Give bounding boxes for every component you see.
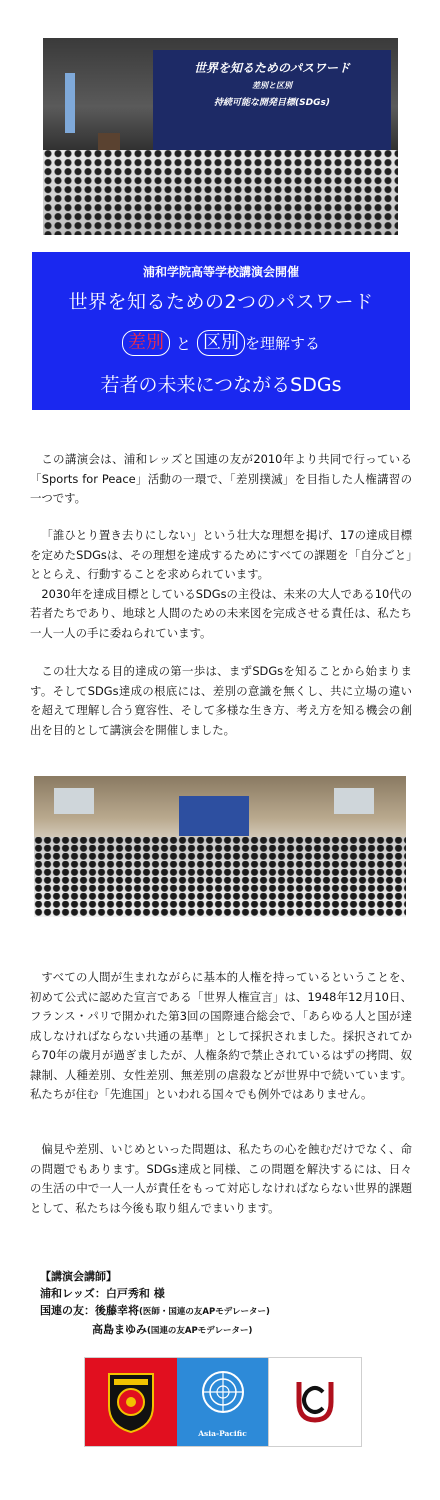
urawa-crest-icon [105, 1370, 157, 1434]
speaker-credits [40, 1268, 270, 1340]
un-emblem-icon [199, 1368, 247, 1416]
un-friends-logo [177, 1358, 269, 1446]
banner-tagline: 若者の未来につながるSDGs [100, 374, 342, 396]
partner-logos [84, 1357, 362, 1447]
banner-passwords [32, 330, 410, 356]
paragraph-sdgs-b: 2030年を達成目標としているSDGsの主役は、未来の大人である10代の若者たちであり、地球と人間のための未来図を完成させる責任は、私たち一人一人の手に委ねられています。 [30, 586, 412, 640]
projection-screen [179, 796, 249, 836]
paragraph-intro: この講演会は、浦和レッズと国連の友が2010年より共同で行っている「Sports for Peace」活動の一環で、「差別撲滅」を目指した人権講習の一つです。 [30, 452, 412, 505]
window [54, 788, 94, 814]
credit-urawa: 浦和レッズ：白戸秀和 様 [40, 1287, 165, 1300]
slide-title: 世界を知るためのパスワード [193, 61, 350, 75]
keyword-distinction: 区別 [197, 330, 245, 356]
school-emblem-icon [293, 1378, 337, 1424]
window [334, 788, 374, 814]
audience [43, 150, 398, 235]
urawa-gakuin-logo [268, 1358, 361, 1446]
banner-title: 世界を知るための2つのパスワード [68, 291, 374, 313]
flag [65, 73, 75, 133]
lecture-photo [43, 38, 398, 235]
paragraph-sdgs-a: 「誰ひとり置き去りにしない」という壮大な理想を掲げ、17の達成目標を定めたSDGsは、その理想を達成するためにすべての課題を「自分ごと」ととらえ、行動することを求められています。 [30, 528, 412, 581]
banner-subtitle: 浦和学院高等学校講演会開催 [142, 265, 299, 279]
credits-heading: 【講演会講師】 [40, 1270, 117, 1283]
credit-un-role: (医師・国連の友APモデレーター) [139, 1307, 270, 1317]
credit-second-name: 高島まゆみ [92, 1323, 147, 1336]
paragraph-purpose: この壮大なる目的達成の第一歩は、まずSDGsを知ることから始まります。そしてSDGs達成の根底には、差別の意識を無くし、共に立場の違いを超えて理解し合う寛容性、そして多様な生き方、考え方を知る機会の創出を目的として講演会を開催しました。 [30, 664, 412, 737]
paragraph-human-rights: すべての人間が生まれながらに基本的人権を持っているということを、初めて公式に認めた宣言である「世界人権宣言」は、1948年12月10日、フランス・パリで開かれた第3回の国際連合総会で、「あらゆる人と国が達成しなければならない共通の基準」として採択されました。採択されてから70年の歳月が過ぎましたが、人権条約で禁止されているはずの拷問、奴隷制、人種差別、女性差別、無差別の虐殺などが世界中で続いています。私たちが住む「先進国」といわれる国々でも例外ではありません。 [30, 970, 412, 1101]
urawa-reds-logo [85, 1358, 177, 1446]
credit-un-name: 国連の友：後藤幸将 [40, 1304, 139, 1317]
paragraph-sdgs [30, 526, 412, 643]
slide-subtitle: 差別と区別 [252, 81, 292, 90]
un-logo-caption: Asia-Pacific [198, 1429, 247, 1438]
keyword-discrimination: 差別 [122, 330, 170, 356]
paragraph-closing: 偏見や差別、いじめといった問題は、私たちの心を蝕むだけでなく、命の問題でもあります。SDGs達成と同様、この問題を解決するには、日々の生活の中で一人一人が責任をもって対応しなければならない世界的課題として、私たちは今後も取り組んでまいります。 [30, 1142, 412, 1215]
credit-un-friends [40, 1302, 270, 1321]
credit-second [40, 1321, 270, 1340]
banner-suffix: を理解する [245, 334, 321, 353]
title-banner [32, 252, 410, 410]
gymnasium-photo [34, 776, 406, 917]
audience [34, 837, 406, 917]
slide-sdgs: 持続可能な開発目標(SDGs) [214, 98, 330, 108]
credit-second-role: (国連の友APモデレーター) [147, 1326, 253, 1336]
banner-conjunction: と [175, 334, 191, 353]
